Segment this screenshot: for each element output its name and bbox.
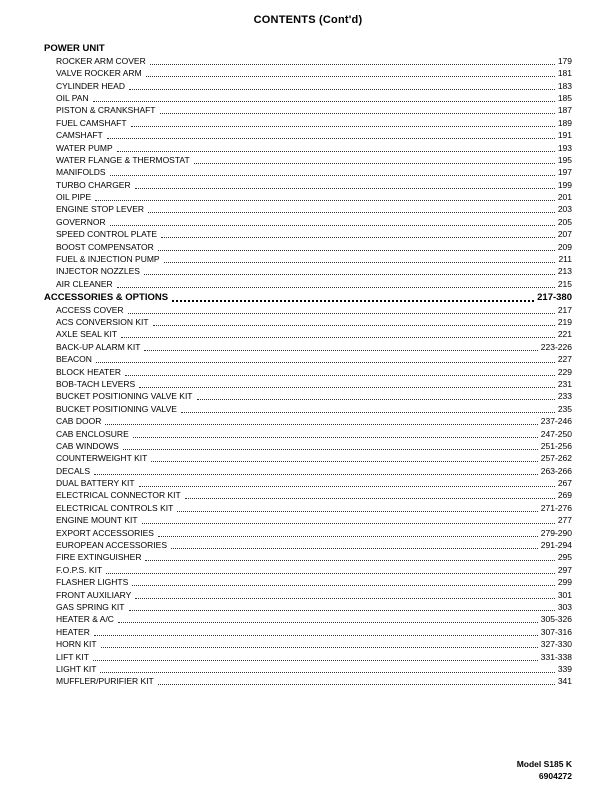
toc-entry: [44, 154, 572, 166]
toc-entry-label: ROCKER ARM COVER: [56, 55, 146, 66]
toc-entry-page: 217: [557, 304, 572, 315]
toc-entry-label: BLOCK HEATER: [56, 366, 122, 377]
toc-entry-page: 195: [557, 154, 572, 165]
toc-entry: [44, 166, 572, 178]
section-heading-row: [44, 291, 572, 303]
toc-entry-label: FLASHER LIGHTS: [56, 577, 129, 588]
toc-entry-page: 179: [557, 55, 572, 66]
toc-entry-label: MANIFOLDS: [56, 167, 106, 178]
toc-entry: [44, 390, 572, 402]
toc-entry-page: 297: [557, 564, 572, 575]
toc-entry-page: 207: [557, 229, 572, 240]
toc-entry: [44, 440, 572, 452]
toc-entry-label: GOVERNOR: [56, 216, 106, 227]
dot-leader: [194, 163, 555, 164]
toc-entry: [44, 477, 572, 489]
dot-leader: [142, 523, 555, 524]
toc-entry-page: 199: [557, 179, 572, 190]
toc-entry-label: DUAL BATTERY KIT: [56, 478, 135, 489]
toc-entry-page: 237-246: [540, 416, 572, 427]
toc-entry-label: COUNTERWEIGHT KIT: [56, 453, 148, 464]
dot-leader: [129, 610, 555, 611]
toc-entry-label: ENGINE STOP LEVER: [56, 204, 145, 215]
toc-entry-page: 301: [557, 589, 572, 600]
toc-entry-label: VALVE ROCKER ARM: [56, 68, 142, 79]
toc-entry: [44, 353, 572, 365]
toc-entry-page: 215: [557, 278, 572, 289]
toc: [44, 42, 572, 687]
toc-entry-page: 211: [558, 254, 572, 265]
dot-leader: [106, 573, 555, 574]
toc-entry-page: 303: [557, 601, 572, 612]
toc-entry-label: FIRE EXTINGUISHER: [56, 552, 142, 563]
toc-entry-label: MUFFLER/PURIFIER KIT: [56, 676, 154, 687]
dot-leader: [160, 113, 555, 114]
dot-leader: [151, 461, 537, 462]
toc-entry: [44, 240, 572, 252]
toc-entry-page: 233: [557, 391, 572, 402]
toc-entry-label: AXLE SEAL KIT: [56, 329, 118, 340]
toc-entry: [44, 427, 572, 439]
section-page-range: 217-380: [537, 292, 572, 304]
toc-entry-page: 221: [557, 329, 572, 340]
toc-entry: [44, 253, 572, 265]
toc-entry: [44, 650, 572, 662]
toc-entry: [44, 452, 572, 464]
toc-entry-label: ELECTRICAL CONTROLS KIT: [56, 502, 174, 513]
toc-entry-label: F.O.P.S. KIT: [56, 564, 103, 575]
toc-entry: [44, 402, 572, 414]
toc-entry-label: BOB-TACH LEVERS: [56, 378, 136, 389]
toc-entry-label: LIGHT KIT: [56, 663, 97, 674]
toc-entry-label: EUROPEAN ACCESSORIES: [56, 540, 168, 551]
dot-leader: [129, 89, 555, 90]
toc-entry: [44, 588, 572, 600]
dot-leader: [145, 560, 554, 561]
toc-entry: [44, 365, 572, 377]
toc-entry-label: FUEL CAMSHAFT: [56, 117, 127, 128]
toc-entry-label: ELECTRICAL CONNECTOR KIT: [56, 490, 181, 501]
toc-entry-label: HORN KIT: [56, 639, 97, 650]
toc-entry-label: EXPORT ACCESSORIES: [56, 527, 154, 538]
footer-model: Model S185 K: [516, 759, 572, 769]
toc-entry-label: CAB ENCLOSURE: [56, 428, 129, 439]
dot-leader: [185, 498, 555, 499]
toc-entry-label: CYLINDER HEAD: [56, 80, 125, 91]
dot-leader: [105, 424, 537, 425]
toc-entry: [44, 265, 572, 277]
toc-entry: [44, 675, 572, 687]
toc-entry: [44, 613, 572, 625]
toc-entry-page: 209: [557, 241, 572, 252]
dot-leader: [139, 387, 555, 388]
toc-entry-page: 181: [557, 68, 572, 79]
dot-leader: [158, 250, 555, 251]
toc-entry-page: 219: [557, 316, 572, 327]
toc-entry-label: TURBO CHARGER: [56, 179, 131, 190]
dot-leader: [117, 287, 555, 288]
toc-entry-page: 223-226: [540, 341, 572, 352]
toc-entry-page: 307-316: [540, 626, 572, 637]
toc-entry-page: 197: [557, 167, 572, 178]
dot-leader: [125, 375, 555, 376]
dot-leader: [172, 300, 534, 302]
toc-entry: [44, 178, 572, 190]
toc-entry: [44, 129, 572, 141]
toc-entry-label: DECALS: [56, 465, 91, 476]
toc-entry-label: BUCKET POSITIONING VALVE: [56, 403, 177, 414]
dot-leader: [139, 486, 555, 487]
toc-entry: [44, 116, 572, 128]
toc-entry: [44, 316, 572, 328]
toc-entry-page: 263-266: [540, 465, 572, 476]
toc-entry: [44, 576, 572, 588]
toc-entry-page: 305-326: [540, 614, 572, 625]
toc-entry-page: 279-290: [540, 527, 572, 538]
toc-entry: [44, 415, 572, 427]
dot-leader: [171, 548, 538, 549]
toc-entry: [44, 328, 572, 340]
dot-leader: [135, 598, 555, 599]
section-heading-label: POWER UNIT: [44, 43, 105, 55]
dot-leader: [132, 585, 555, 586]
toc-entry-page: 339: [557, 663, 572, 674]
dot-leader: [95, 200, 555, 201]
dot-leader: [123, 449, 538, 450]
dot-leader: [110, 175, 555, 176]
toc-entry: [44, 501, 572, 513]
toc-entry-page: 269: [557, 490, 572, 501]
dot-leader: [107, 138, 555, 139]
toc-entry-page: 187: [557, 105, 572, 116]
toc-entry-page: 193: [557, 142, 572, 153]
toc-entry: [44, 277, 572, 289]
section-heading-row: [44, 42, 572, 54]
toc-entry-page: 267: [557, 478, 572, 489]
dot-leader: [117, 151, 555, 152]
toc-entry-page: 227: [557, 354, 572, 365]
dot-leader: [181, 412, 555, 413]
toc-entry: [44, 191, 572, 203]
toc-entry: [44, 378, 572, 390]
toc-entry: [44, 203, 572, 215]
toc-entry-label: PISTON & CRANKSHAFT: [56, 105, 156, 116]
toc-entry: [44, 563, 572, 575]
toc-entry-label: INJECTOR NOZZLES: [56, 266, 140, 277]
toc-entry: [44, 340, 572, 352]
dot-leader: [197, 399, 555, 400]
dot-leader: [110, 225, 555, 226]
dot-leader: [153, 325, 555, 326]
toc-entry-page: 203: [557, 204, 572, 215]
toc-section: [44, 291, 572, 688]
toc-entry-page: 331-338: [540, 651, 572, 662]
toc-entry-label: GAS SPRING KIT: [56, 601, 125, 612]
toc-entry: [44, 526, 572, 538]
toc-entry-page: 257-262: [540, 453, 572, 464]
dot-leader: [148, 212, 555, 213]
toc-entry-page: 213: [557, 266, 572, 277]
dot-leader: [93, 660, 538, 661]
dot-leader: [158, 684, 555, 685]
footer: [517, 759, 572, 782]
toc-entry-label: SPEED CONTROL PLATE: [56, 229, 158, 240]
toc-entry-label: FRONT AUXILIARY: [56, 589, 132, 600]
toc-entry: [44, 551, 572, 563]
toc-entry-page: 291-294: [540, 540, 572, 551]
footer-part-number: 6904272: [538, 770, 572, 781]
toc-entry-page: 271-276: [540, 502, 572, 513]
section-heading-label: ACCESSORIES & OPTIONS: [44, 292, 169, 304]
toc-entry-label: OIL PIPE: [56, 192, 92, 203]
toc-entry-page: 327-330: [540, 639, 572, 650]
toc-entry: [44, 228, 572, 240]
toc-entry-label: BUCKET POSITIONING VALVE KIT: [56, 391, 193, 402]
toc-entry-label: BEACON: [56, 354, 92, 365]
toc-entry: [44, 141, 572, 153]
toc-entry-page: 251-256: [540, 440, 572, 451]
toc-entry-page: 235: [557, 403, 572, 414]
toc-entry-page: 341: [557, 676, 572, 687]
toc-entry-label: CAMSHAFT: [56, 130, 103, 141]
toc-entry-page: 277: [557, 515, 572, 526]
toc-entry-page: 247-250: [540, 428, 572, 439]
toc-entry-label: HEATER: [56, 626, 90, 637]
dot-leader: [177, 511, 538, 512]
page-title: CONTENTS (Cont'd): [253, 14, 363, 26]
toc-entry-label: LIFT KIT: [56, 651, 89, 662]
toc-entry: [44, 464, 572, 476]
toc-entry-page: 183: [557, 80, 572, 91]
dot-leader: [101, 647, 538, 648]
toc-entry-page: 189: [557, 117, 572, 128]
dot-leader: [100, 672, 554, 673]
dot-leader: [118, 622, 538, 623]
toc-entry: [44, 514, 572, 526]
dot-leader: [93, 101, 555, 102]
toc-entry-label: ACS CONVERSION KIT: [56, 316, 149, 327]
dot-leader: [146, 76, 555, 77]
toc-entry: [44, 489, 572, 501]
toc-entry-label: ENGINE MOUNT KIT: [56, 515, 138, 526]
toc-entry-label: WATER FLANGE & THERMOSTAT: [56, 154, 190, 165]
toc-entry: [44, 625, 572, 637]
toc-entry-page: 229: [557, 366, 572, 377]
toc-entry-label: OIL PAN: [56, 92, 89, 103]
toc-entry-label: WATER PUMP: [56, 142, 113, 153]
dot-leader: [96, 362, 555, 363]
dot-leader: [94, 474, 538, 475]
toc-entry-label: AIR CLEANER: [56, 278, 113, 289]
toc-entry: [44, 638, 572, 650]
dot-leader: [158, 536, 538, 537]
dot-leader: [161, 237, 555, 238]
dot-leader: [133, 437, 538, 438]
toc-entry-page: 205: [557, 216, 572, 227]
toc-entry: [44, 104, 572, 116]
dot-leader: [131, 126, 555, 127]
toc-entry-page: 231: [557, 378, 572, 389]
dot-leader: [150, 64, 555, 65]
dot-leader: [128, 313, 555, 314]
toc-entry: [44, 601, 572, 613]
toc-entry: [44, 67, 572, 79]
toc-entry-page: 185: [557, 92, 572, 103]
toc-entry-label: ACCESS COVER: [56, 304, 124, 315]
toc-entry: [44, 663, 572, 675]
toc-entry-page: 295: [557, 552, 572, 563]
toc-entry-page: 191: [557, 130, 572, 141]
toc-entry: [44, 79, 572, 91]
dot-leader: [94, 635, 538, 636]
toc-entry-label: BOOST COMPENSATOR: [56, 241, 154, 252]
dot-leader: [135, 188, 555, 189]
toc-entry-label: BACK-UP ALARM KIT: [56, 341, 141, 352]
toc-entry: [44, 215, 572, 227]
dot-leader: [164, 262, 556, 263]
toc-entry-label: CAB WINDOWS: [56, 440, 119, 451]
toc-section: [44, 42, 572, 290]
toc-entry: [44, 303, 572, 315]
toc-entry: [44, 54, 572, 66]
toc-entry-label: CAB DOOR: [56, 416, 102, 427]
dot-leader: [144, 350, 537, 351]
toc-entry: [44, 92, 572, 104]
toc-entry-label: FUEL & INJECTION PUMP: [56, 254, 160, 265]
dot-leader: [144, 274, 555, 275]
dot-leader: [121, 337, 555, 338]
toc-entry-label: HEATER & A/C: [56, 614, 114, 625]
toc-entry-page: 201: [557, 192, 572, 203]
toc-entry-page: 299: [557, 577, 572, 588]
toc-entry: [44, 539, 572, 551]
